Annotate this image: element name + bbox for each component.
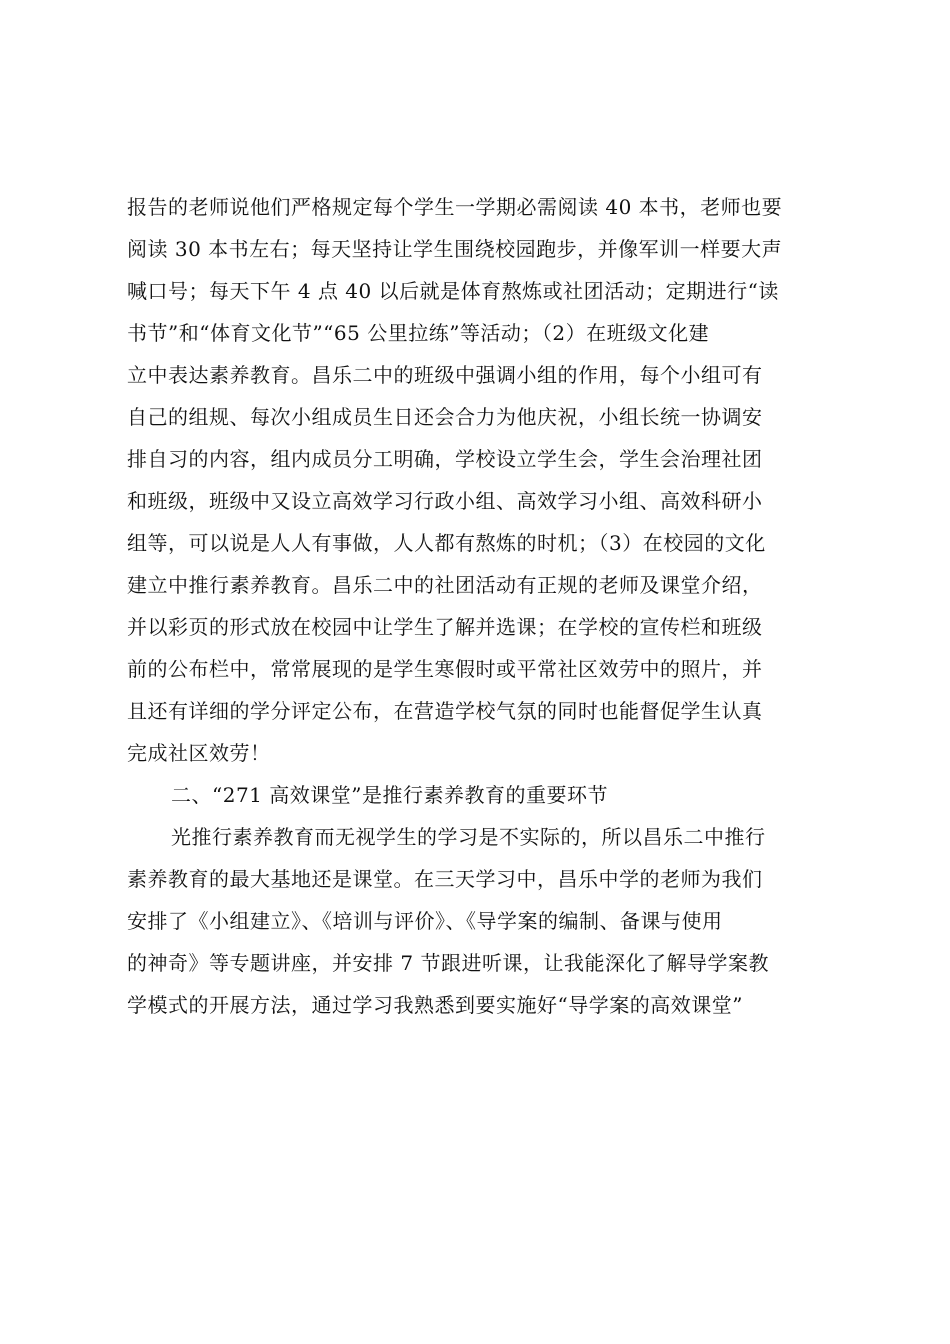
body-text	[127, 186, 827, 1026]
text-line: 学模式的开展方法，通过学习我熟悉到要实施好“导学案的高效课堂”	[127, 993, 743, 1017]
text-line: 前的公布栏中，常常展现的是学生寒假时或平常社区效劳中的照片，并	[127, 657, 763, 681]
text-line: 喊口号；每天下午 4 点 40 以后就是体育熬炼或社团活动；定期进行“读	[127, 279, 779, 303]
text-line: 阅读 30 本书左右；每天坚持让学生围绕校园跑步，并像军训一样要大声	[127, 237, 783, 261]
text-line: 报告的老师说他们严格规定每个学生一学期必需阅读 40 本书，老师也要	[127, 195, 783, 219]
text-line: 素养教育的最大基地还是课堂。在三天学习中，昌乐中学的老师为我们	[127, 867, 763, 891]
section-heading: 二、“271 高效课堂”是推行素养教育的重要环节	[171, 783, 608, 807]
text-line: 书节”和“体育文化节”“65 公里拉练”等活动；（2）在班级文化建	[127, 321, 710, 345]
text-line: 的神奇》等专题讲座，并安排 7 节跟进听课，让我能深化了解导学案教	[127, 951, 769, 975]
text-line: 自己的组规、每次小组成员生日还会合力为他庆祝，小组长统一协调安	[127, 405, 763, 429]
text-line: 建立中推行素养教育。昌乐二中的社团活动有正规的老师及课堂介绍，	[127, 573, 763, 597]
text-line: 光推行素养教育而无视学生的学习是不实际的，所以昌乐二中推行	[171, 825, 766, 849]
text-line: 并以彩页的形式放在校园中让学生了解并选课；在学校的宣传栏和班级	[127, 615, 763, 639]
text-line: 排自习的内容，组内成员分工明确，学校设立学生会，学生会治理社团	[127, 447, 763, 471]
text-line: 且还有详细的学分评定公布，在营造学校气氛的同时也能督促学生认真	[127, 699, 763, 723]
text-line: 安排了《小组建立》、《培训与评价》、《导学案的编制、备课与使用	[127, 909, 723, 933]
text-line: 立中表达素养教育。昌乐二中的班级中强调小组的作用，每个小组可有	[127, 363, 763, 387]
text-line: 和班级，班级中又设立高效学习行政小组、高效学习小组、高效科研小	[127, 489, 763, 513]
text-line: 组等，可以说是人人有事做，人人都有熬炼的时机；（3）在校园的文化	[127, 531, 766, 555]
text-line: 完成社区效劳！	[127, 741, 271, 765]
